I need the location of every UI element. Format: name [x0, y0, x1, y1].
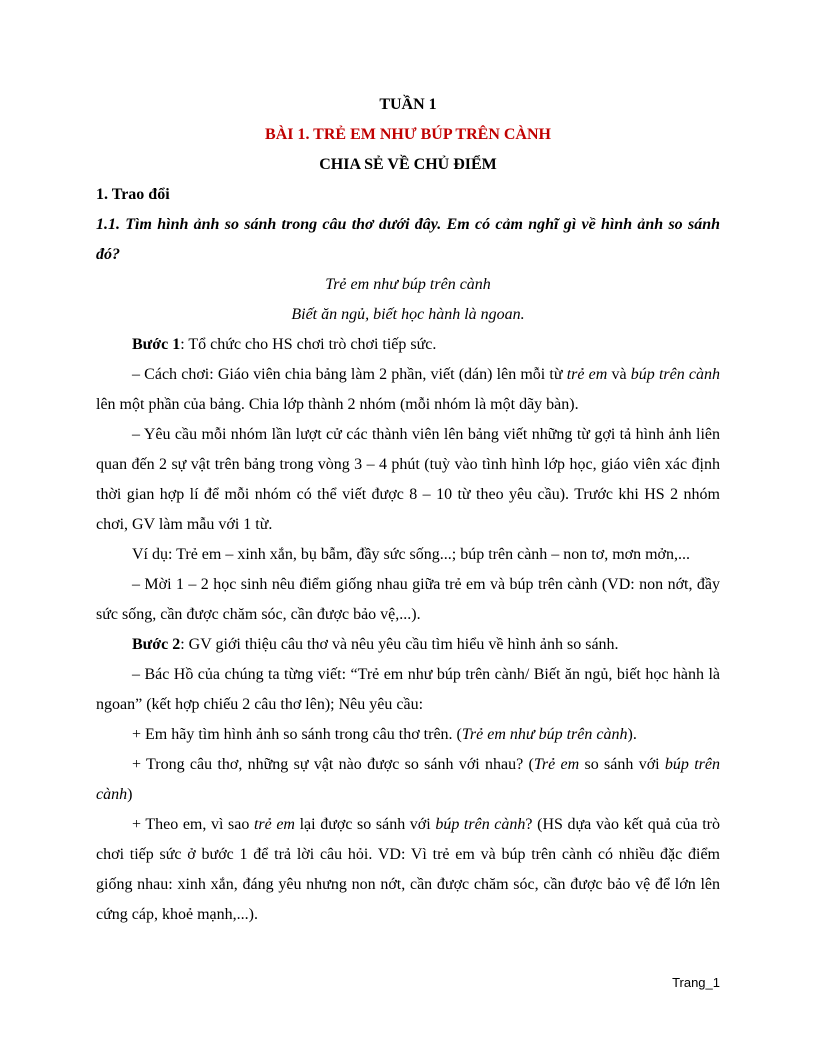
step-1-label: Bước 1 [132, 336, 181, 353]
example-paragraph: Ví dụ: Trẻ em – xinh xắn, bụ bẫm, đầy sức sống...; búp trên cành – non tơ, mơn mởn,... [132, 546, 691, 563]
game-rules-paragraph [96, 360, 720, 420]
invite-paragraph: – Mời 1 – 2 học sinh nêu điểm giống nhau giữa trẻ em và búp trên cành (VD: non nớt, đầy sức sống, cần được chăm sóc, cần được bảo vệ,...). [96, 576, 720, 623]
text-run: – Cách chơi: Giáo viên chia bảng làm 2 phần, viết (dán) lên mỗi từ [132, 366, 567, 383]
text-run: + Trong câu thơ, những sự vật nào được so sánh với nhau? ( [132, 756, 534, 773]
text-run: so sánh với [579, 756, 665, 773]
text-run: ) [127, 786, 133, 803]
document-page [96, 90, 720, 930]
italic-run: Trẻ em [533, 756, 580, 773]
lesson-title: BÀI 1. TRẺ EM NHƯ BÚP TRÊN CÀNH [265, 126, 551, 143]
italic-run: búp trên cành [630, 366, 721, 383]
italic-run: Trẻ em như búp trên cành [461, 726, 628, 743]
step-2-label: Bước 2 [132, 636, 181, 653]
poem-line-1: Trẻ em như búp trên cành [325, 276, 491, 293]
uncle-ho-paragraph: – Bác Hồ của chúng ta từng viết: “Trẻ em như búp trên cành/ Biết ăn ngủ, biết học hành là ngoan” (kết hợp chiếu 2 câu thơ lên); Nêu yêu cầu: [96, 666, 720, 713]
step-1-text: : Tổ chức cho HS chơi trò chơi tiếp sức. [180, 336, 437, 353]
italic-run: búp trên cành [435, 816, 526, 833]
text-run: ? (HS dựa vào kết quả của trò chơi tiếp sức ở bước 1 để trả lời câu hỏi. VD: Vì trẻ em và búp trên cành có nhiều đặc điểm giống nhau: xinh xắn, đáng yêu nhưng non nớt, cần được chăm sóc, cần được bảo vệ để lớn lên cứng cáp, khoẻ mạnh,...). [96, 816, 721, 923]
text-run: + Em hãy tìm hình ảnh so sánh trong câu thơ trên. ( [132, 726, 462, 743]
heading-trao-doi: 1. Trao đổi [96, 186, 170, 203]
italic-run: búp trên cành [96, 756, 721, 803]
page-number: Trang_1 [672, 975, 720, 990]
text-run: lên một phần của bảng. Chia lớp thành 2 nhóm (mỗi nhóm là một dãy bàn). [96, 396, 579, 413]
question-plus-3 [96, 810, 720, 930]
question-plus-1 [96, 720, 720, 750]
question-1-1: 1.1. Tìm hình ảnh so sánh trong câu thơ dưới đây. Em có cảm nghĩ gì về hình ảnh so sánh đó? [96, 216, 720, 263]
text-run: lại được so sánh với [295, 816, 436, 833]
italic-run: trẻ em [253, 816, 295, 833]
requirement-paragraph: – Yêu cầu mỗi nhóm lần lượt cử các thành viên lên bảng viết những từ gợi tả hình ảnh liên quan đến 2 sự vật trên bảng trong vòng 3 – 4 phút (tuỳ vào tình hình lớp học, giáo viên xác định thời gian hợp lí để mỗi nhóm có thể viết được 8 – 10 từ theo yêu cầu). Trước khi HS 2 nhóm chơi, GV làm mẫu với 1 từ. [96, 426, 720, 533]
text-run: ). [627, 726, 637, 743]
poem-line-2: Biết ăn ngủ, biết học hành là ngoan. [291, 306, 525, 323]
italic-run: trẻ em [566, 366, 608, 383]
section-title: CHIA SẺ VỀ CHỦ ĐIỂM [319, 156, 497, 173]
text-run: và [607, 366, 631, 383]
step-1-paragraph [96, 330, 720, 360]
week-heading: TUẦN 1 [379, 96, 437, 113]
step-2-paragraph [96, 630, 720, 660]
question-plus-2 [96, 750, 720, 810]
text-run: + Theo em, vì sao [132, 816, 254, 833]
step-2-text: : GV giới thiệu câu thơ và nêu yêu cầu tìm hiểu về hình ảnh so sánh. [180, 636, 619, 653]
